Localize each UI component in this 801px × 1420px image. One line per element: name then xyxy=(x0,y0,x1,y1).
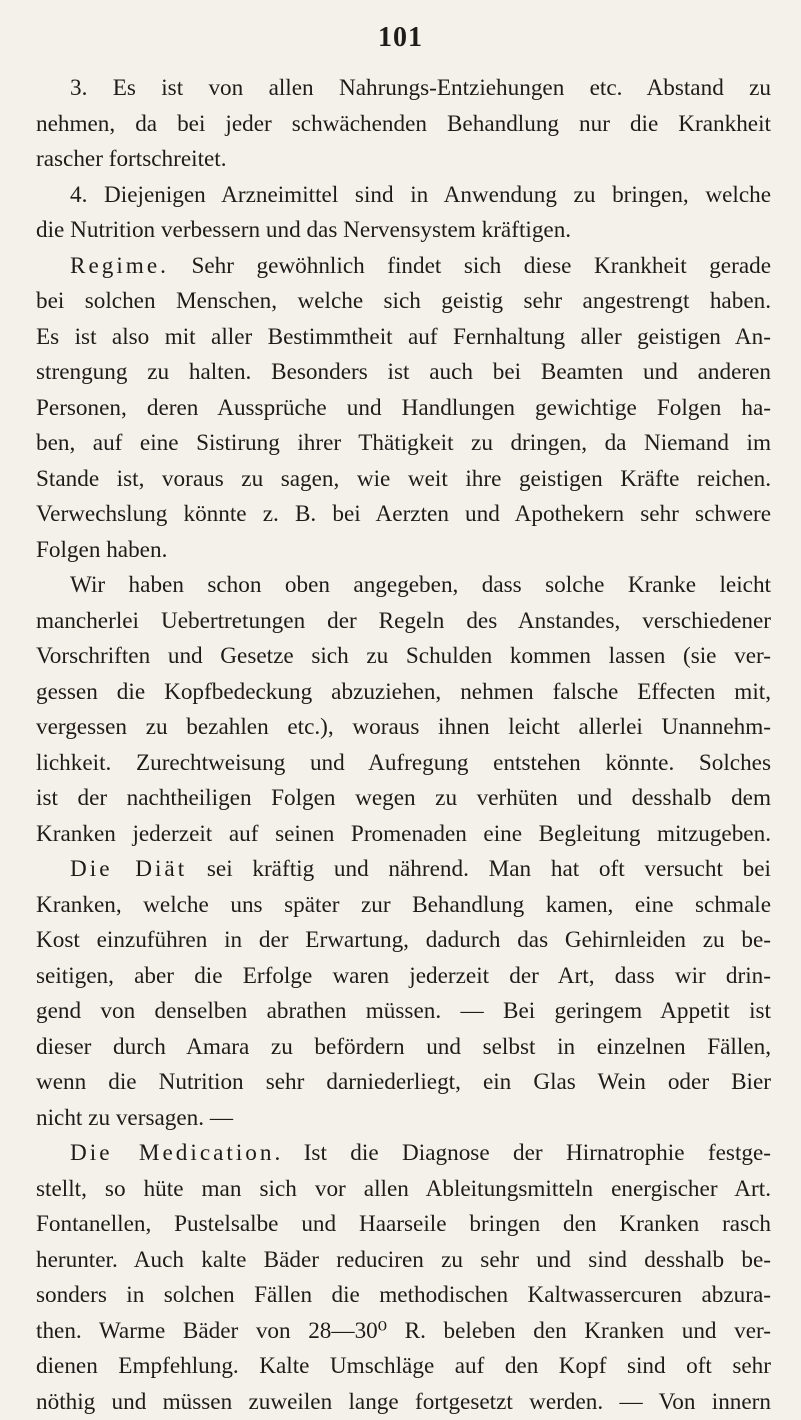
text-line: ist der nachtheiligen Folgen wegen zu verhüten und desshalb dem xyxy=(36,781,771,817)
text-line-content: Sehr gewöhnlich findet sich diese Krankheit gerade xyxy=(191,253,771,279)
text-line: nicht zu versagen. — xyxy=(36,1101,771,1137)
section-heading-regime: Regime. xyxy=(70,253,169,279)
text-line: Kranken, welche uns später zur Behandlung kamen, eine schmale xyxy=(36,888,771,924)
text-line: seitigen, aber die Erfolge waren jederzeit der Art, dass wir drin- xyxy=(36,959,771,995)
text-line: vergessen zu bezahlen etc.), woraus ihnen leicht allerlei Unannehm- xyxy=(36,710,771,746)
text-line xyxy=(36,249,771,285)
text-line: gend von denselben abrathen müssen. — Bei geringem Appetit ist xyxy=(36,994,771,1030)
text-line: dienen Empfehlung. Kalte Umschläge auf den Kopf sind oft sehr xyxy=(36,1349,771,1385)
section-heading-diaet: Die Diät xyxy=(70,856,187,882)
text-line: stellt, so hüte man sich vor allen Ableitungsmitteln energischer Art. xyxy=(36,1172,771,1208)
text-line: nöthig und müssen zuweilen lange fortgesetzt werden. — Von innern xyxy=(36,1385,771,1420)
text-line: sonders in solchen Fällen die methodischen Kaltwassercuren abzura- xyxy=(36,1278,771,1314)
text-line: 3. Es ist von allen Nahrungs-Entziehungen etc. Abstand zu xyxy=(36,71,771,107)
text-line: bei solchen Menschen, welche sich geistig sehr angestrengt haben. xyxy=(36,284,771,320)
text-line xyxy=(36,852,771,888)
text-line-content: sei kräftig und nährend. Man hat oft versucht bei xyxy=(207,856,771,882)
text-line-content: . Ist die Diagnose der Hirnatrophie festge- xyxy=(275,1140,772,1166)
text-line: Verwechslung könnte z. B. bei Aerzten und Apothekern sehr schwere xyxy=(36,497,771,533)
text-line: gessen die Kopfbedeckung abzuziehen, nehmen falsche Effecten mit, xyxy=(36,675,771,711)
text-line: Kranken jederzeit auf seinen Promenaden eine Begleitung mitzugeben. xyxy=(36,817,771,853)
text-line: nehmen, da bei jeder schwächenden Behandlung nur die Krankheit xyxy=(36,107,771,143)
text-line: Vorschriften und Gesetze sich zu Schulden kommen lassen (sie ver- xyxy=(36,639,771,675)
page-number: 101 xyxy=(0,22,801,54)
text-line: ben, auf eine Sistirung ihrer Thätigkeit zu dringen, da Niemand im xyxy=(36,426,771,462)
text-line: rascher fortschreitet. xyxy=(36,142,771,178)
text-line: wenn die Nutrition sehr darniederliegt, ein Glas Wein oder Bier xyxy=(36,1065,771,1101)
section-heading-medication: Die Medication xyxy=(70,1140,275,1166)
text-line: Personen, deren Aussprüche und Handlungen gewichtige Folgen ha- xyxy=(36,391,771,427)
text-line: Fontanellen, Pustelsalbe und Haarseile bringen den Kranken rasch xyxy=(36,1207,771,1243)
text-line: dieser durch Amara zu befördern und selbst in einzelnen Fällen, xyxy=(36,1030,771,1066)
text-line: lichkeit. Zurechtweisung und Aufregung entstehen könnte. Solches xyxy=(36,746,771,782)
text-line: herunter. Auch kalte Bäder reduciren zu sehr und sind desshalb be- xyxy=(36,1243,771,1279)
text-line: Kost einzuführen in der Erwartung, dadurch das Gehirnleiden zu be- xyxy=(36,923,771,959)
text-line: strengung zu halten. Besonders ist auch bei Beamten und anderen xyxy=(36,355,771,391)
text-line xyxy=(36,1136,771,1172)
text-line: Wir haben schon oben angegeben, dass solche Kranke leicht xyxy=(36,568,771,604)
body-text xyxy=(36,71,771,1420)
text-line: 4. Diejenigen Arzneimittel sind in Anwendung zu bringen, welche xyxy=(36,178,771,214)
text-line: Stande ist, voraus zu sagen, wie weit ihre geistigen Kräfte reichen. xyxy=(36,462,771,498)
text-line: die Nutrition verbessern und das Nervensystem kräftigen. xyxy=(36,213,771,249)
text-line: mancherlei Uebertretungen der Regeln des Anstandes, verschiedener xyxy=(36,604,771,640)
text-line: Es ist also mit aller Bestimmtheit auf Fernhaltung aller geistigen An- xyxy=(36,320,771,356)
text-line: Folgen haben. xyxy=(36,533,771,569)
text-line: then. Warme Bäder von 28—30⁰ R. beleben den Kranken und ver- xyxy=(36,1314,771,1350)
